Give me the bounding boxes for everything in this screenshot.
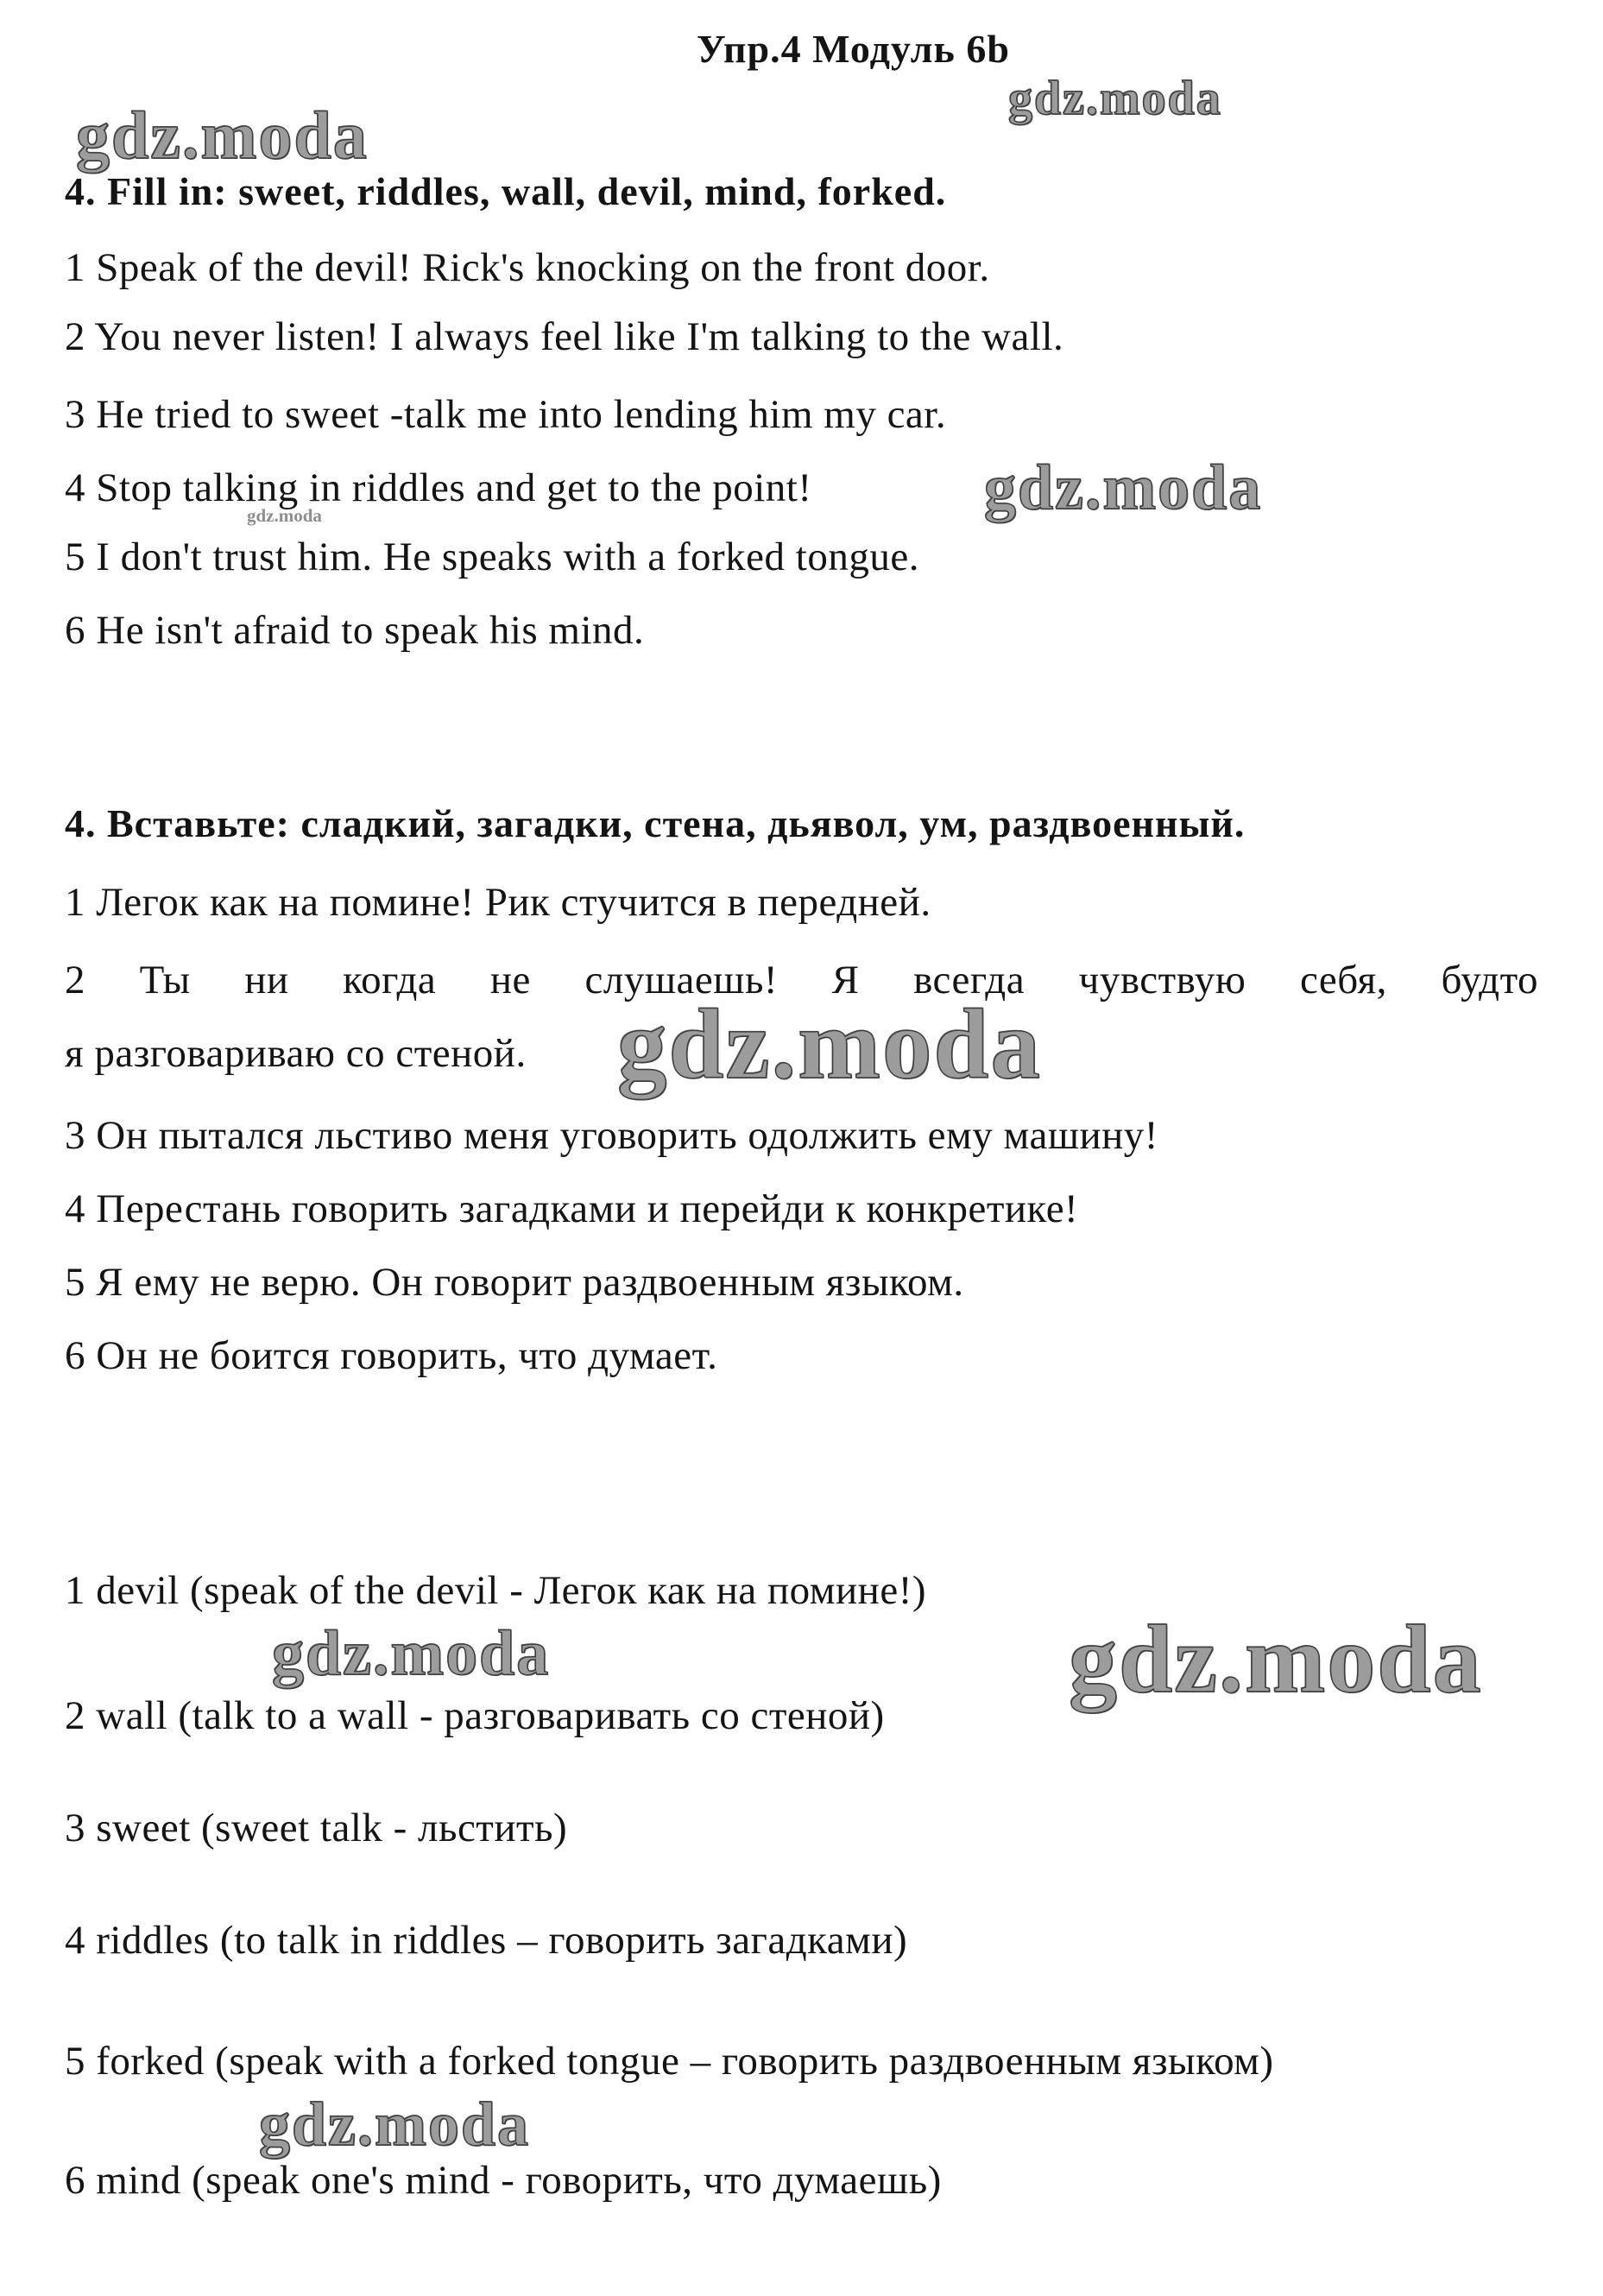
- russian-line-6: 6 Он не боится говорить, что думает.: [65, 1333, 718, 1378]
- english-section-heading: 4. Fill in: sweet, riddles, wall, devil, mind, forked.: [65, 169, 947, 213]
- english-line-4: 4 Stop talking in riddles and get to the point!: [65, 465, 812, 510]
- english-line-3: 3 He tried to sweet -talk me into lending him my car.: [65, 392, 947, 437]
- russian-line-1: 1 Легок как на помине! Рик стучится в передней.: [65, 880, 931, 925]
- english-line-1: 1 Speak of the devil! Rick's knocking on the front door.: [65, 245, 990, 290]
- russian-line-3: 3 Он пытался льстиво меня уговорить одолжить ему машину!: [65, 1113, 1158, 1158]
- english-line-2: 2 You never listen! I always feel like I'm talking to the wall.: [65, 314, 1064, 359]
- russian-line-2-continued: я разговариваю со стеной.: [65, 1031, 527, 1076]
- answer-line-1: 1 devil (speak of the devil - Легок как на помине!): [65, 1568, 926, 1613]
- watermark-answers-left: gdz.moda: [272, 1618, 551, 1689]
- answer-line-5: 5 forked (speak with a forked tongue – говорить раздвоенным языком): [65, 2039, 1274, 2084]
- watermark-top-right: gdz.moda: [1008, 72, 1222, 125]
- page-title: Упр.4 Модуль 6b: [697, 27, 1010, 71]
- answer-line-4: 4 riddles (to talk in riddles – говорить загадками): [65, 1918, 908, 1963]
- watermark-small-under-line4: gdz.moda: [247, 505, 322, 526]
- watermark-after-line4: gdz.moda: [984, 452, 1263, 523]
- russian-line-2: 2 Ты ни когда не слушаешь! Я всегда чувствую себя, будто: [65, 958, 1538, 1003]
- watermark-bottom-left: gdz.moda: [259, 2090, 531, 2159]
- watermark-answers-right-big: gdz.moda: [1069, 1606, 1483, 1713]
- russian-section-heading: 4. Вставьте: сладкий, загадки, стена, дьявол, ум, раздвоенный.: [65, 801, 1246, 845]
- english-line-6: 6 He isn't afraid to speak his mind.: [65, 608, 645, 653]
- answer-line-2: 2 wall (talk to a wall - разговаривать со стеной): [65, 1693, 885, 1738]
- watermark-middle-big: gdz.moda: [617, 990, 1043, 1099]
- watermark-top-left: gdz.moda: [76, 98, 369, 173]
- russian-line-4: 4 Перестань говорить загадками и перейди к конкретике!: [65, 1186, 1079, 1231]
- answer-line-3: 3 sweet (sweet talk - льстить): [65, 1806, 568, 1850]
- russian-line-5: 5 Я ему не верю. Он говорит раздвоенным языком.: [65, 1260, 964, 1305]
- english-line-5: 5 I don't trust him. He speaks with a forked tongue.: [65, 534, 919, 579]
- answer-line-6: 6 mind (speak one's mind - говорить, что думаешь): [65, 2158, 942, 2203]
